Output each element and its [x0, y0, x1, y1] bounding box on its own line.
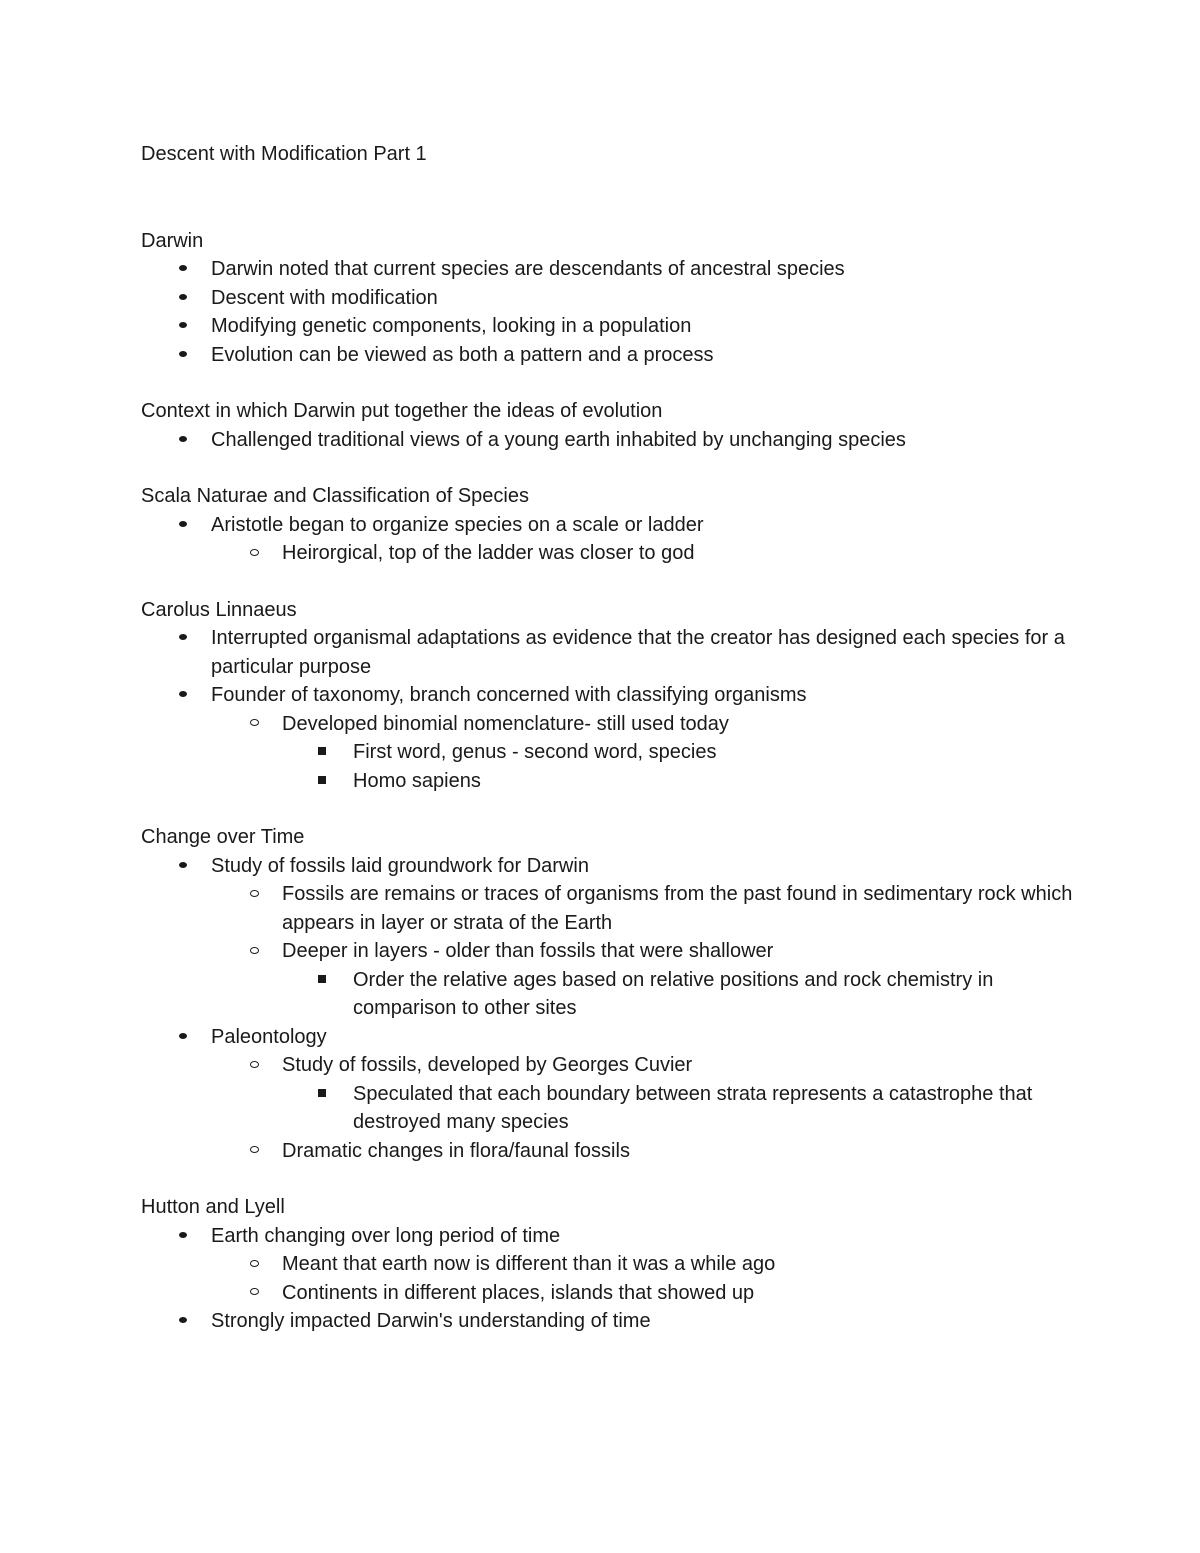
list-item-text: Darwin noted that current species are descendants of ancestral species: [211, 258, 845, 280]
list-item-text: Paleontology: [211, 1025, 327, 1048]
section-heading: Carolus Linnaeus: [141, 598, 297, 621]
list-item-text: Descent with modification: [211, 286, 438, 309]
list-item: [141, 966, 1080, 1023]
list-item: [141, 1137, 1080, 1166]
bullet-circle-icon: [244, 880, 264, 909]
list-item: [141, 1307, 1080, 1336]
list-item: [141, 511, 1080, 540]
list-item: [141, 1080, 1080, 1137]
list-item-text: Continents in different places, islands that showed up: [282, 1281, 755, 1304]
list-item-text: Heirorgical, top of the ladder was closer to god: [282, 542, 695, 564]
list-item-text: Developed binomial nomenclature- still used today: [282, 712, 729, 735]
list-item: [141, 426, 1080, 455]
bullet-circle-icon: [244, 1051, 264, 1080]
bullet-circle-icon: [244, 1137, 264, 1166]
bullet-square-icon: [312, 966, 332, 995]
list-item-text: Study of fossils, developed by Georges Cuvier: [282, 1054, 693, 1076]
bullet-square-icon: [312, 738, 332, 767]
list-item: [141, 312, 1080, 341]
list-item: [141, 539, 1080, 568]
list-item-text: Fossils are remains or traces of organisms from the past found in sedimentary rock which appears in layer or strata of the Earth: [282, 883, 1073, 934]
section-heading: Context in which Darwin put together the ideas of evolution: [141, 400, 663, 422]
section: [141, 823, 1080, 1165]
list-item: [141, 852, 1080, 881]
section-heading: Scala Naturae and Classification of Species: [141, 485, 529, 507]
list-item-text: Earth changing over long period of time: [211, 1224, 561, 1247]
page-title: Descent with Modification Part 1: [141, 143, 427, 165]
list-item-text: Deeper in layers - older than fossils that were shallower: [282, 940, 774, 962]
bullet-dot-icon: [173, 624, 193, 653]
bullet-list: [141, 426, 1080, 455]
bullet-list: [141, 1222, 1080, 1336]
list-item-text: Interrupted organismal adaptations as evidence that the creator has designed each species for a particular purpose: [211, 627, 1065, 678]
list-item-text: Evolution can be viewed as both a pattern and a process: [211, 343, 714, 366]
notes-body: [141, 227, 1080, 1336]
bullet-dot-icon: [173, 341, 193, 370]
section: [141, 596, 1080, 796]
bullet-dot-icon: [173, 426, 193, 455]
list-item-text: Aristotle began to organize species on a scale or ladder: [211, 513, 704, 536]
list-item: [141, 681, 1080, 710]
list-item: [141, 937, 1080, 966]
section-heading: Change over Time: [141, 826, 305, 848]
list-item: [141, 1222, 1080, 1251]
list-item-text: Challenged traditional views of a young earth inhabited by unchanging species: [211, 428, 906, 451]
list-item-text: Homo sapiens: [353, 769, 481, 792]
bullet-circle-icon: [244, 710, 264, 739]
bullet-circle-icon: [244, 1279, 264, 1308]
section-heading: Darwin: [141, 229, 204, 252]
bullet-list: [141, 255, 1080, 369]
bullet-dot-icon: [173, 852, 193, 881]
bullet-square-icon: [312, 767, 332, 796]
bullet-dot-icon: [173, 511, 193, 540]
bullet-list: [141, 511, 1080, 568]
list-item: [141, 1250, 1080, 1279]
list-item: [141, 1023, 1080, 1052]
bullet-dot-icon: [173, 1307, 193, 1336]
bullet-dot-icon: [173, 312, 193, 341]
list-item: [141, 284, 1080, 313]
list-item-text: Modifying genetic components, looking in a population: [211, 315, 692, 337]
list-item: [141, 710, 1080, 739]
bullet-square-icon: [312, 1080, 332, 1109]
bullet-dot-icon: [173, 1023, 193, 1052]
list-item: [141, 1279, 1080, 1308]
bullet-list: [141, 852, 1080, 1166]
bullet-dot-icon: [173, 284, 193, 313]
list-item: [141, 341, 1080, 370]
list-item: [141, 767, 1080, 796]
list-item-text: Study of fossils laid groundwork for Darwin: [211, 854, 589, 877]
bullet-dot-icon: [173, 681, 193, 710]
list-item: [141, 255, 1080, 284]
list-item-text: Meant that earth now is different than it was a while ago: [282, 1253, 776, 1275]
bullet-dot-icon: [173, 1222, 193, 1251]
section: [141, 397, 1080, 454]
bullet-circle-icon: [244, 937, 264, 966]
list-item-text: Order the relative ages based on relative positions and rock chemistry in comparison to other sites: [353, 968, 994, 1019]
bullet-dot-icon: [173, 255, 193, 284]
bullet-list: [141, 624, 1080, 795]
section: [141, 482, 1080, 568]
list-item-text: Founder of taxonomy, branch concerned with classifying organisms: [211, 684, 807, 706]
list-item-text: First word, genus - second word, species: [353, 741, 717, 763]
list-item: [141, 880, 1080, 937]
bullet-circle-icon: [244, 1250, 264, 1279]
list-item-text: Strongly impacted Darwin's understanding of time: [211, 1310, 651, 1332]
list-item: [141, 1051, 1080, 1080]
bullet-circle-icon: [244, 539, 264, 568]
list-item: [141, 624, 1080, 681]
section: [141, 1193, 1080, 1336]
list-item: [141, 738, 1080, 767]
list-item-text: Dramatic changes in flora/faunal fossils: [282, 1139, 630, 1162]
list-item-text: Speculated that each boundary between strata represents a catastrophe that destroyed many species: [353, 1082, 1033, 1133]
section: [141, 227, 1080, 370]
section-heading: Hutton and Lyell: [141, 1196, 285, 1218]
